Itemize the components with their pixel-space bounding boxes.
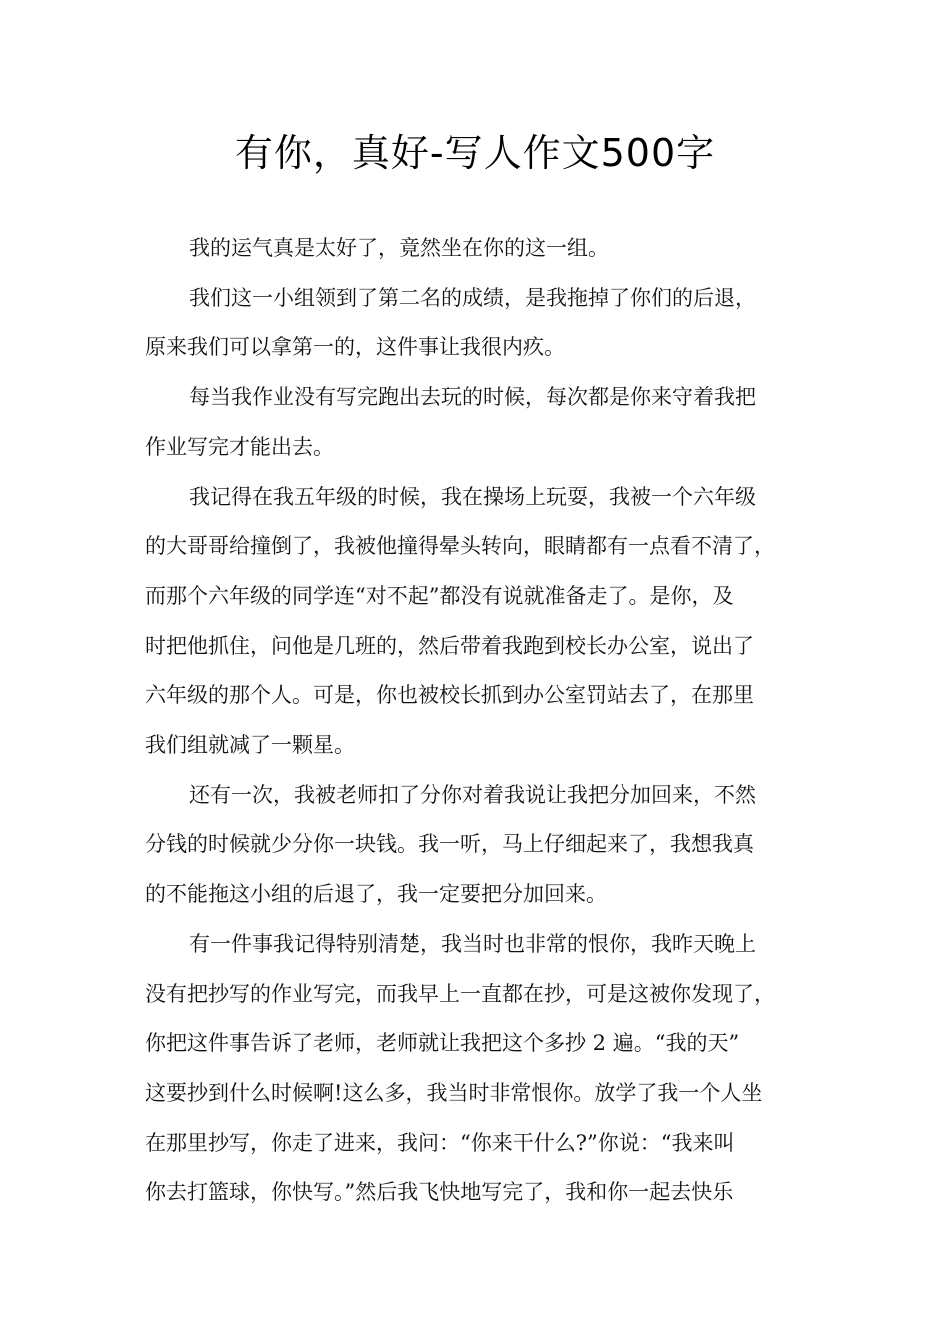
text-line: 的不能拖这小组的后退了，我一定要把分加回来。: [145, 882, 607, 907]
text-line: 还有一次，我被老师扣了分你对着我说让我把分加回来，不然: [189, 782, 756, 807]
text-line: 在那里抄写，你走了进来，我问：“你来干什么?”你说：“我来叫: [145, 1130, 735, 1155]
paragraph-4: [145, 473, 825, 771]
text-line: 你把这件事告诉了老师，老师就让我把这个多抄 2 遍。“我的天”: [145, 1031, 740, 1056]
paragraph-5: [145, 771, 825, 920]
article-body: [145, 224, 825, 1218]
text-line: 原来我们可以拿第一的，这件事让我很内疚。: [145, 335, 565, 360]
page-title: 有你，真好-写人作文500字: [234, 131, 716, 175]
text-line: 六年级的那个人。可是，你也被校长抓到办公室罚站去了，在那里: [145, 683, 754, 708]
paragraph-6: [145, 920, 825, 1218]
text-line: 作业写完才能出去。: [145, 434, 334, 459]
text-line: 没有把抄写的作业写完，而我早上一直都在抄，可是这被你发现了，: [145, 981, 775, 1006]
text-line: 这要抄到什么时候啊!这么多，我当时非常恨你。放学了我一个人坐: [145, 1080, 763, 1105]
text-line: 每当我作业没有写完跑出去玩的时候，每次都是你来守着我把: [189, 385, 756, 410]
text-line: 我们这一小组领到了第二名的成绩，是我拖掉了你们的后退，: [189, 285, 756, 310]
paragraph-3: [145, 373, 825, 472]
paragraph-1: [145, 224, 825, 274]
paragraph-2: [145, 274, 825, 373]
text-line: 我记得在我五年级的时候，我在操场上玩耍，我被一个六年级: [189, 484, 756, 509]
text-line: 你去打篮球，你快写。”然后我飞快地写完了，我和你一起去快乐: [145, 1180, 734, 1205]
text-line: 有一件事我记得特别清楚，我当时也非常的恨你，我昨天晚上: [189, 931, 756, 956]
text-line: 时把他抓住，问他是几班的，然后带着我跑到校长办公室，说出了: [145, 633, 754, 658]
text-line: 我们组就减了一颗星。: [145, 733, 355, 758]
text-line: 我的运气真是太好了，竟然坐在你的这一组。: [189, 236, 609, 260]
text-line: 而那个六年级的同学连“对不起”都没有说就准备走了。是你，及: [145, 583, 734, 608]
text-line: 分钱的时候就少分你一块钱。我一听，马上仔细起来了，我想我真: [145, 832, 754, 857]
text-line: 的大哥哥给撞倒了，我被他撞得晕头转向，眼睛都有一点看不清了，: [145, 534, 775, 559]
